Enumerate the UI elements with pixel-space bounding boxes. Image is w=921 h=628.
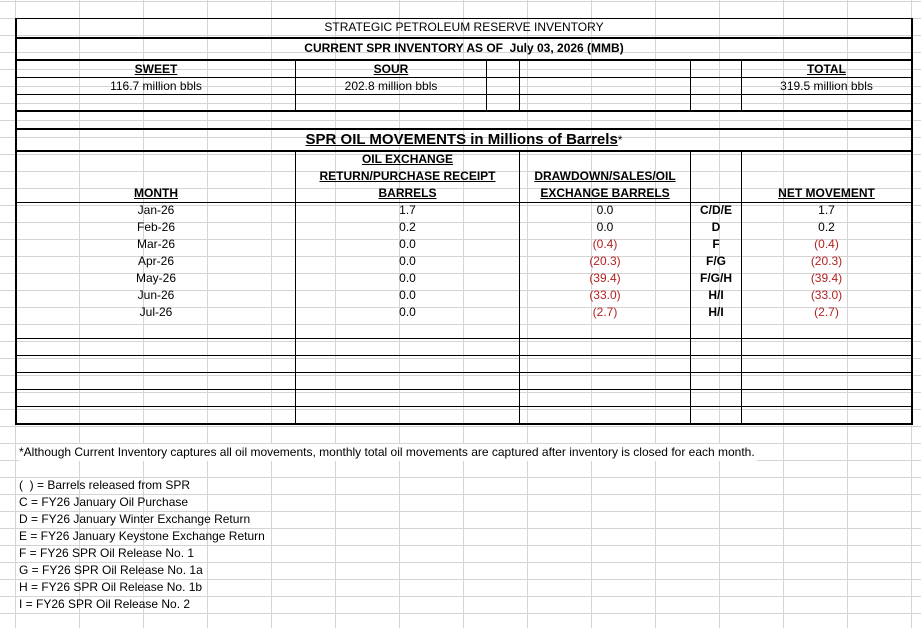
drawdown-cell: (39.4) bbox=[589, 271, 621, 285]
header-net-movement: NET MOVEMENT bbox=[778, 186, 875, 200]
exchange-cell: 0.0 bbox=[399, 288, 416, 302]
column-line bbox=[519, 60, 520, 111]
row-line bbox=[16, 355, 913, 356]
movements-title bbox=[17, 130, 911, 150]
column-line bbox=[486, 60, 487, 111]
header-exchange-line1: OIL EXCHANGE bbox=[361, 152, 454, 166]
border-line bbox=[911, 18, 913, 425]
month-cell: Mar-26 bbox=[136, 237, 175, 251]
exchange-cell: 0.0 bbox=[399, 271, 416, 285]
drawdown-cell: 0.0 bbox=[596, 220, 614, 234]
footnote: *Although Current Inventory captures all oil movements, monthly total oil movements are captured after inventory is closed for each month. bbox=[19, 445, 755, 459]
code-cell: C/D/E bbox=[699, 203, 732, 217]
code-cell: H/I bbox=[708, 288, 724, 302]
border-line bbox=[16, 423, 913, 425]
total-value: 319.5 million bbls bbox=[780, 79, 873, 93]
exchange-cell: 0.2 bbox=[399, 220, 416, 234]
net-cell: (2.7) bbox=[814, 305, 839, 319]
total-label: TOTAL bbox=[807, 62, 846, 76]
column-line bbox=[690, 60, 691, 111]
month-cell: Jan-26 bbox=[137, 203, 175, 217]
exchange-cell: 0.0 bbox=[399, 254, 416, 268]
drawdown-cell: (20.3) bbox=[589, 254, 621, 268]
code-cell: F bbox=[712, 237, 720, 251]
header-exchange-line2: RETURN/PURCHASE RECEIPT bbox=[319, 169, 496, 183]
code-cell: F/G/H bbox=[700, 271, 732, 285]
legend-item: C = FY26 January Oil Purchase bbox=[19, 495, 189, 509]
sweet-value: 116.7 million bbls bbox=[110, 79, 202, 93]
legend-item: G = FY26 SPR Oil Release No. 1a bbox=[19, 563, 203, 577]
net-cell: (0.4) bbox=[814, 237, 839, 251]
row-line bbox=[16, 406, 913, 407]
header-drawdown-line2: EXCHANGE BARRELS bbox=[540, 186, 670, 200]
row-line bbox=[16, 372, 913, 373]
exchange-cell: 0.0 bbox=[399, 237, 416, 251]
net-cell: (39.4) bbox=[810, 271, 843, 285]
drawdown-cell: (0.4) bbox=[592, 237, 618, 251]
net-cell: (33.0) bbox=[810, 288, 843, 302]
net-cell: 1.7 bbox=[818, 203, 835, 217]
header-exchange-line3: BARRELS bbox=[378, 186, 437, 200]
movements-title-mark: * bbox=[617, 133, 623, 147]
legend-item: I = FY26 SPR Oil Release No. 2 bbox=[19, 597, 191, 611]
header-drawdown-line1: DRAWDOWN/SALES/OIL bbox=[534, 169, 676, 183]
month-cell: May-26 bbox=[135, 271, 176, 285]
sour-value: 202.8 million bbls bbox=[344, 79, 438, 93]
sour-label: SOUR bbox=[373, 62, 409, 76]
month-cell: Feb-26 bbox=[136, 220, 176, 234]
month-cell: Apr-26 bbox=[137, 254, 175, 268]
month-cell: Jun-26 bbox=[137, 288, 175, 302]
legend-item: F = FY26 SPR Oil Release No. 1 bbox=[19, 546, 195, 560]
exchange-cell: 1.7 bbox=[399, 203, 416, 217]
inventory-as-of-title: CURRENT SPR INVENTORY AS OF July 03, 2026 (MMB) bbox=[304, 41, 624, 55]
legend-item: E = FY26 January Keystone Exchange Return bbox=[19, 529, 265, 543]
border-line bbox=[16, 37, 913, 39]
code-cell: F/G bbox=[706, 254, 726, 268]
net-cell: (20.3) bbox=[810, 254, 843, 268]
legend-item: H = FY26 SPR Oil Release No. 1b bbox=[19, 580, 203, 594]
legend-item: D = FY26 January Winter Exchange Return bbox=[19, 512, 251, 526]
net-cell: 0.2 bbox=[818, 220, 835, 234]
movements-title-text: SPR OIL MOVEMENTS in Millions of Barrels bbox=[305, 131, 618, 148]
code-cell: D bbox=[711, 220, 721, 234]
legend-item: ( ) = Barrels released from SPR bbox=[19, 478, 191, 492]
drawdown-cell: 0.0 bbox=[596, 203, 614, 217]
drawdown-cell: (33.0) bbox=[589, 288, 621, 302]
report-title: STRATEGIC PETROLEUM RESERVE INVENTORY bbox=[324, 20, 604, 34]
header-month: MONTH bbox=[134, 186, 178, 200]
row-line bbox=[16, 338, 913, 339]
code-cell: H/I bbox=[708, 305, 724, 319]
month-cell: Jul-26 bbox=[139, 305, 173, 319]
row-line bbox=[16, 389, 913, 390]
sweet-label: SWEET bbox=[134, 62, 178, 76]
border-line bbox=[16, 110, 913, 112]
drawdown-cell: (2.7) bbox=[592, 305, 618, 319]
exchange-cell: 0.0 bbox=[399, 305, 416, 319]
